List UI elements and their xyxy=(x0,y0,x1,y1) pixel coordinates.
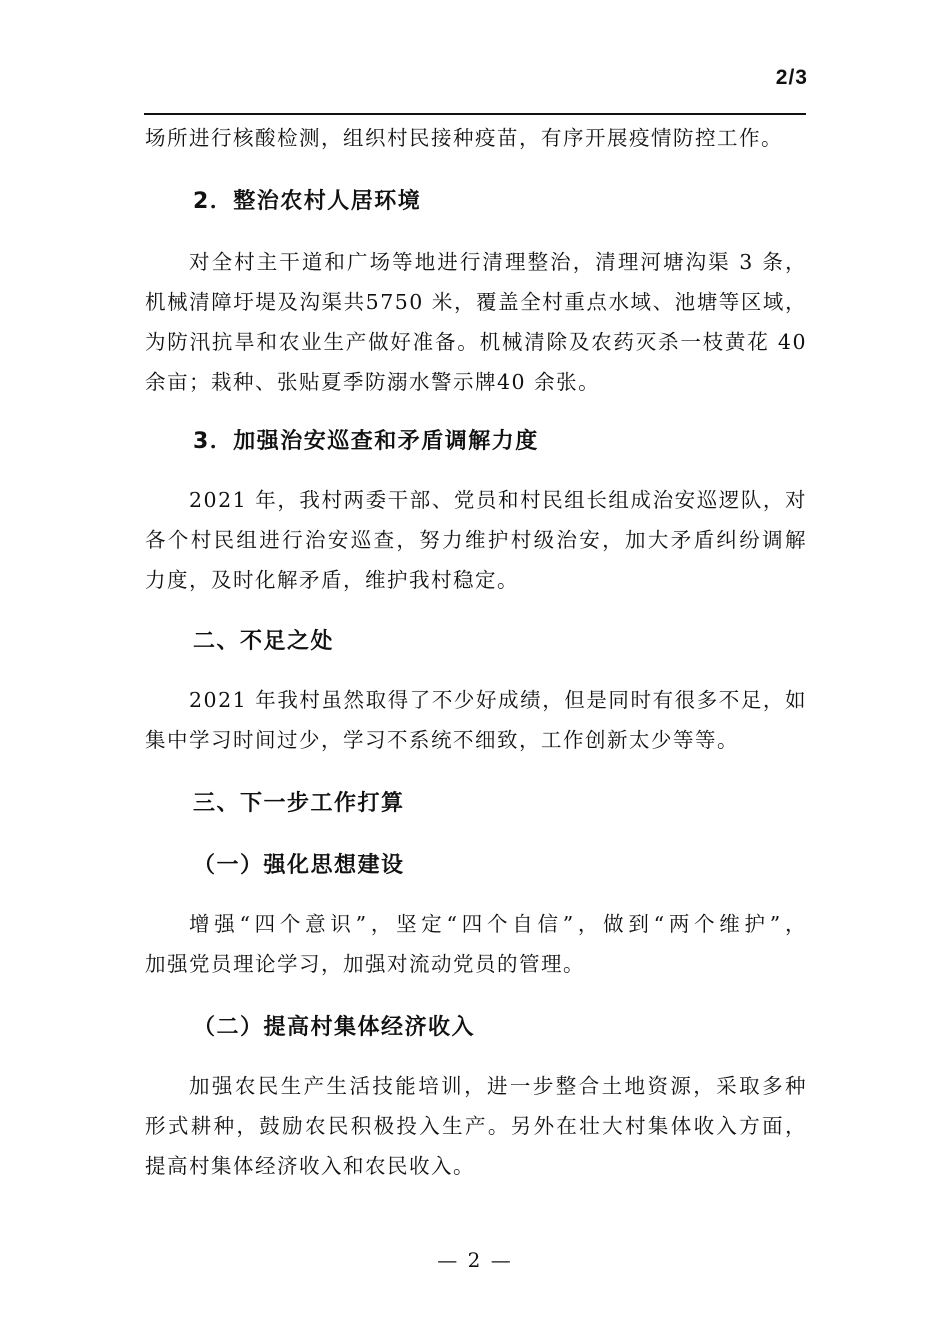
subsection-heading-1: （一）强化思想建设 xyxy=(193,853,405,878)
section-heading-shortcomings: 二、不足之处 xyxy=(193,629,335,654)
section-heading-3: 3．加强治安巡查和矛盾调解力度 xyxy=(193,429,539,454)
section-heading-2: 2．整治农村人居环境 xyxy=(193,189,422,214)
text-line: 提高村集体经济收入和农民收入。 xyxy=(145,1154,475,1178)
paragraph-security xyxy=(145,480,807,600)
page-indicator: 2/3 xyxy=(775,66,808,89)
text-line: 增强“四个意识”，坚定“四个自信”，做到“两个维护”， xyxy=(189,912,807,936)
text-line: 加强农民生产生活技能培训，进一步整合土地资源，采取多种 xyxy=(189,1074,807,1098)
section-heading-next-steps: 三、下一步工作打算 xyxy=(193,791,405,816)
paragraph-continuation xyxy=(145,118,807,158)
text-line: 2021 年，我村两委干部、党员和村民组长组成治安巡逻队，对 xyxy=(189,488,807,512)
header-rule xyxy=(144,113,806,115)
paragraph-ideology xyxy=(145,904,807,984)
text-line: 各个村民组进行治安巡查，努力维护村级治安，加大矛盾纠纷调解 xyxy=(145,528,807,552)
subsection-heading-2: （二）提高村集体经济收入 xyxy=(193,1015,476,1040)
text-line: 形式耕种，鼓励农民积极投入生产。另外在壮大村集体收入方面， xyxy=(145,1114,807,1138)
text-line: 为防汛抗旱和农业生产做好准备。机械清除及农药灭杀一枝黄花 40 xyxy=(145,330,807,354)
text-line: 场所进行核酸检测，组织村民接种疫苗，有序开展疫情防控工作。 xyxy=(145,126,783,150)
paragraph-environment xyxy=(145,242,807,402)
text-line: 力度，及时化解矛盾，维护我村稳定。 xyxy=(145,568,519,592)
page-footer-number: — 2 — xyxy=(437,1248,513,1272)
paragraph-economy xyxy=(145,1066,807,1186)
text-line: 加强党员理论学习，加强对流动党员的管理。 xyxy=(145,952,585,976)
text-line: 集中学习时间过少，学习不系统不细致，工作创新太少等等。 xyxy=(145,728,739,752)
text-line: 2021 年我村虽然取得了不少好成绩，但是同时有很多不足，如 xyxy=(189,688,807,712)
text-line: 对全村主干道和广场等地进行清理整治，清理河塘沟渠 3 条， xyxy=(189,250,807,274)
text-line: 余亩；栽种、张贴夏季防溺水警示牌40 余张。 xyxy=(145,370,601,394)
paragraph-shortcomings xyxy=(145,680,807,760)
text-line: 机械清障圩堤及沟渠共5750 米，覆盖全村重点水域、池塘等区域， xyxy=(145,290,807,314)
